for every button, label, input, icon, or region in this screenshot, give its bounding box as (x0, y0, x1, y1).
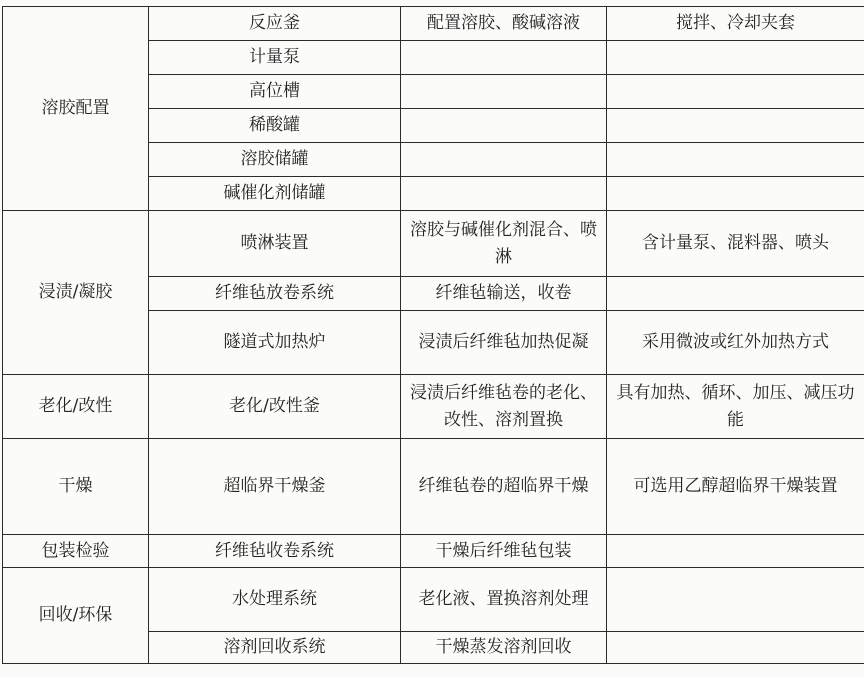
remark-cell: 搅拌、冷却夹套 (607, 7, 864, 41)
table-row (3, 211, 864, 277)
remark-cell (607, 143, 864, 177)
remark-cell (607, 277, 864, 311)
process-cell: 老化/改性 (3, 375, 149, 439)
function-cell: 纤维毡卷的超临界干燥 (401, 439, 607, 535)
process-cell: 包装检验 (3, 535, 149, 568)
equipment-cell: 稀酸罐 (149, 109, 401, 143)
function-cell: 溶胶与碱催化剂混合、喷淋 (401, 211, 607, 277)
process-cell: 浸渍/凝胶 (3, 211, 149, 375)
remark-cell (607, 109, 864, 143)
remark-cell: 采用微波或红外加热方式 (607, 311, 864, 375)
remark-cell (607, 632, 864, 664)
equipment-cell: 纤维毡放卷系统 (149, 277, 401, 311)
remark-cell: 含计量泵、混料器、喷头 (607, 211, 864, 277)
equipment-cell: 计量泵 (149, 41, 401, 75)
function-cell (401, 75, 607, 109)
remark-cell (607, 568, 864, 632)
function-cell: 纤维毡输送，收卷 (401, 277, 607, 311)
equipment-cell: 高位槽 (149, 75, 401, 109)
function-cell (401, 109, 607, 143)
equipment-cell: 溶剂回收系统 (149, 632, 401, 664)
table-row (3, 7, 864, 41)
table-row (3, 535, 864, 568)
function-cell: 配置溶胶、酸碱溶液 (401, 7, 607, 41)
function-cell (401, 41, 607, 75)
function-cell: 干燥蒸发溶剂回收 (401, 632, 607, 664)
function-cell (401, 177, 607, 211)
remark-cell: 具有加热、循环、加压、减压功能 (607, 375, 864, 439)
process-cell: 干燥 (3, 439, 149, 535)
function-cell: 干燥后纤维毡包装 (401, 535, 607, 568)
remark-cell (607, 177, 864, 211)
table-row (3, 439, 864, 535)
process-cell: 溶胶配置 (3, 7, 149, 211)
equipment-cell: 喷淋装置 (149, 211, 401, 277)
equipment-cell: 超临界干燥釜 (149, 439, 401, 535)
equipment-cell: 溶胶储罐 (149, 143, 401, 177)
remark-cell (607, 41, 864, 75)
remark-cell: 可选用乙醇超临界干燥装置 (607, 439, 864, 535)
equipment-cell: 反应釜 (149, 7, 401, 41)
equipment-cell: 隧道式加热炉 (149, 311, 401, 375)
process-cell: 回收/环保 (3, 568, 149, 664)
equipment-table (2, 6, 864, 664)
equipment-cell: 水处理系统 (149, 568, 401, 632)
table-row (3, 568, 864, 632)
function-cell: 浸渍后纤维毡加热促凝 (401, 311, 607, 375)
equipment-cell: 碱催化剂储罐 (149, 177, 401, 211)
remark-cell (607, 535, 864, 568)
equipment-cell: 纤维毡收卷系统 (149, 535, 401, 568)
equipment-cell: 老化/改性釜 (149, 375, 401, 439)
remark-cell (607, 75, 864, 109)
function-cell: 浸渍后纤维毡卷的老化、改性、溶剂置换 (401, 375, 607, 439)
function-cell: 老化液、置换溶剂处理 (401, 568, 607, 632)
function-cell (401, 143, 607, 177)
table-row (3, 375, 864, 439)
